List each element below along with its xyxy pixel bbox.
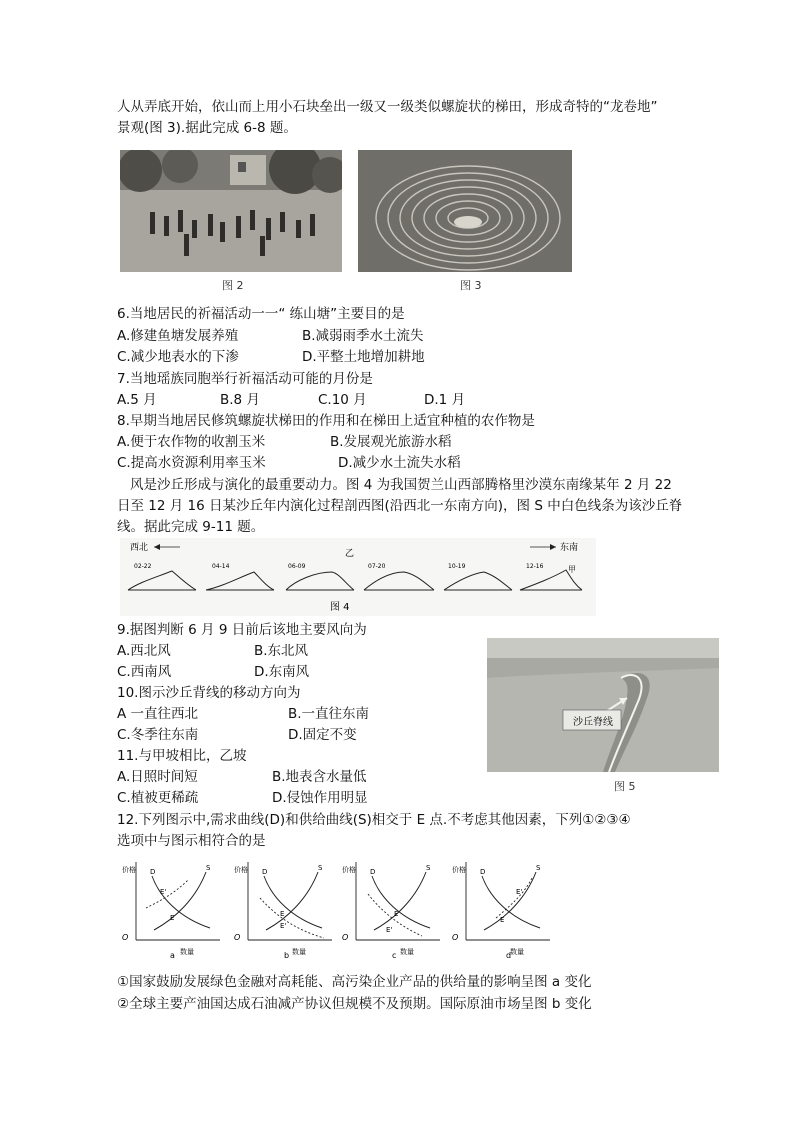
q8-option-a: A.便于农作物的收割玉米: [117, 434, 266, 450]
q9-option-c: C.西南风: [117, 664, 172, 680]
figure-4-svg: [120, 538, 596, 616]
graph-a-e2: E': [160, 888, 167, 896]
fig4-date-6: 12-16: [526, 563, 544, 570]
wind-intro-line-2: 日至 12 月 16 日某沙丘年内演化过程剖西图(沿西北一东南方向)，图 S 中白色线条为该沙丘脊: [117, 498, 683, 514]
fig4-mark-yi: 乙: [345, 549, 355, 559]
graph-d-origin: O: [452, 933, 459, 942]
graph-c-e: E: [394, 910, 399, 918]
intro-line-1: 人从弄底开始，依山而上用小石块垒出一级又一级类似螺旋状的梯田，形成奇特的“龙卷地”: [117, 99, 658, 115]
figure-2-caption: 图 2: [222, 279, 244, 292]
q11-option-a: A.日照时间短: [117, 769, 198, 785]
graph-c-origin: O: [342, 933, 349, 942]
graph-b: [234, 862, 332, 960]
q7-option-a: A.5 月: [117, 392, 157, 408]
q12-stem-line-1: 12.下列图示中,需求曲线(D)和供给曲线(S)相交于 E 点.不考虑其他因素，下列①②③④: [117, 812, 631, 828]
q6-option-c: C.减少地表水的下渗: [117, 349, 239, 365]
q7-option-d: D.1 月: [424, 392, 466, 408]
q12-graphs-svg: [120, 858, 560, 962]
graph-c-s: S: [426, 864, 431, 872]
figure-4: [120, 538, 596, 616]
fig4-date-5: 10-19: [448, 563, 466, 570]
graph-d-e: E: [500, 916, 505, 924]
graph-a: [122, 862, 220, 960]
graph-b-d: D: [262, 868, 268, 876]
graph-d-e2: E': [516, 888, 523, 896]
q11-option-c: C.植被更稀疏: [117, 790, 199, 806]
figure-5-photo: [487, 638, 719, 772]
q11-option-b: B.地表含水量低: [272, 769, 367, 785]
q7-option-b: B.8 月: [220, 392, 260, 408]
figure-5-label: 沙丘脊线: [573, 717, 613, 728]
wind-intro-line-1: 风是沙丘形成与演化的最重要动力。图 4 为我国贺兰山西部腾格里沙漠东南缘某年 2 月 22: [130, 477, 672, 493]
fig4-left-label: 西北: [130, 543, 149, 553]
q9-stem: 9.据图判断 6 月 9 日前后该地主要风向为: [117, 622, 367, 638]
graph-a-tag: a: [170, 951, 175, 960]
graph-c: [342, 862, 440, 960]
intro-line-2: 景观(图 3).据此完成 6-8 题。: [117, 120, 297, 136]
graph-a-e: E: [170, 914, 175, 922]
q9-option-d: D.东南风: [254, 664, 310, 680]
graph-b-x-label: 数量: [292, 948, 306, 956]
q10-option-c: C.冬季往东南: [117, 727, 199, 743]
q6-stem: 6.当地居民的祈福活动一一“ 练山塘”主要目的是: [117, 306, 405, 322]
figure-5-caption: 图 5: [614, 780, 636, 793]
graph-a-origin: O: [122, 933, 129, 942]
figure-3-caption: 图 3: [460, 279, 482, 292]
q6-option-d: D.平整土地增加耕地: [302, 349, 425, 365]
graph-a-x-label: 数量: [180, 948, 194, 956]
q9-option-a: A.西北风: [117, 643, 171, 659]
graph-d: [452, 862, 550, 960]
q10-option-b: B.一直往东南: [288, 706, 370, 722]
fig4-date-4: 07-20: [368, 563, 386, 570]
graph-c-x-label: 数量: [400, 948, 414, 956]
q11-option-d: D.侵蚀作用明显: [272, 790, 368, 806]
graph-b-origin: O: [234, 933, 241, 942]
graph-d-x-label: 数量: [510, 948, 524, 956]
graph-c-e2: E': [386, 926, 393, 934]
q12-option-2: ②全球主要产油国达成石油减产协议但规模不及预期。国际原油市场呈图 b 变化: [117, 996, 592, 1012]
q7-stem: 7.当地瑶族同胞举行祈福活动可能的月份是: [117, 371, 373, 387]
fig4-right-label: 东南: [560, 543, 579, 553]
figure-3-drawing: [358, 150, 572, 272]
q6-option-a: A.修建鱼塘发展养殖: [117, 328, 239, 344]
graph-a-y-label: 价格: [122, 866, 136, 874]
q12-option-1: ①国家鼓励发展绿色金融对高耗能、高污染企业产品的供给量的影响呈图 a 变化: [117, 974, 592, 990]
figure-2-drawing: [120, 150, 342, 272]
graph-b-e2: E': [280, 922, 287, 930]
graph-d-s: S: [536, 864, 541, 872]
q8-option-d: D.减少水土流失水稻: [338, 455, 461, 471]
fig4-date-1: 02-22: [134, 563, 152, 570]
graph-d-y-label: 价格: [452, 866, 466, 874]
graph-a-d: D: [150, 868, 156, 876]
q7-option-c: C.10 月: [318, 392, 367, 408]
q8-stem: 8.早期当地居民修筑螺旋状梯田的作用和在梯田上适宜种植的农作物是: [117, 413, 535, 429]
q10-option-a: A 一直往西北: [117, 706, 199, 722]
graph-d-tag: d: [506, 951, 512, 960]
figure-5-drawing: [487, 638, 719, 772]
q9-option-b: B.东北风: [254, 643, 309, 659]
graph-c-y-label: 价格: [342, 866, 356, 874]
q10-option-d: D.固定不变: [288, 727, 357, 743]
graph-b-e: E: [280, 910, 285, 918]
wind-intro-line-3: 线。据此完成 9-11 题。: [117, 519, 265, 535]
figure-3-photo: [358, 150, 572, 272]
q6-option-b: B.减弱雨季水土流失: [302, 328, 424, 344]
q8-option-b: B.发展观光旅游水稻: [330, 434, 452, 450]
figure-2-photo: [120, 150, 342, 272]
graph-a-s: S: [206, 864, 211, 872]
q10-stem: 10.图示沙丘背线的移动方向为: [117, 685, 301, 701]
q12-graphs: [120, 858, 560, 962]
graph-b-tag: b: [284, 951, 290, 960]
fig4-caption: 图 4: [330, 602, 350, 613]
q8-option-c: C.提高水资源利用率玉米: [117, 455, 266, 471]
graph-c-d: D: [370, 868, 376, 876]
fig4-date-2: 04-14: [212, 563, 230, 570]
fig4-date-3: 06-09: [288, 563, 306, 570]
graph-b-s: S: [318, 864, 323, 872]
graph-d-d: D: [480, 868, 486, 876]
q11-stem: 11.与甲坡相比，乙坡: [117, 748, 247, 764]
q12-stem-line-2: 选项中与图示相符合的是: [117, 833, 266, 849]
graph-c-tag: c: [392, 951, 397, 960]
graph-b-y-label: 价格: [234, 866, 248, 874]
fig4-mark-jia: 甲: [568, 565, 576, 574]
